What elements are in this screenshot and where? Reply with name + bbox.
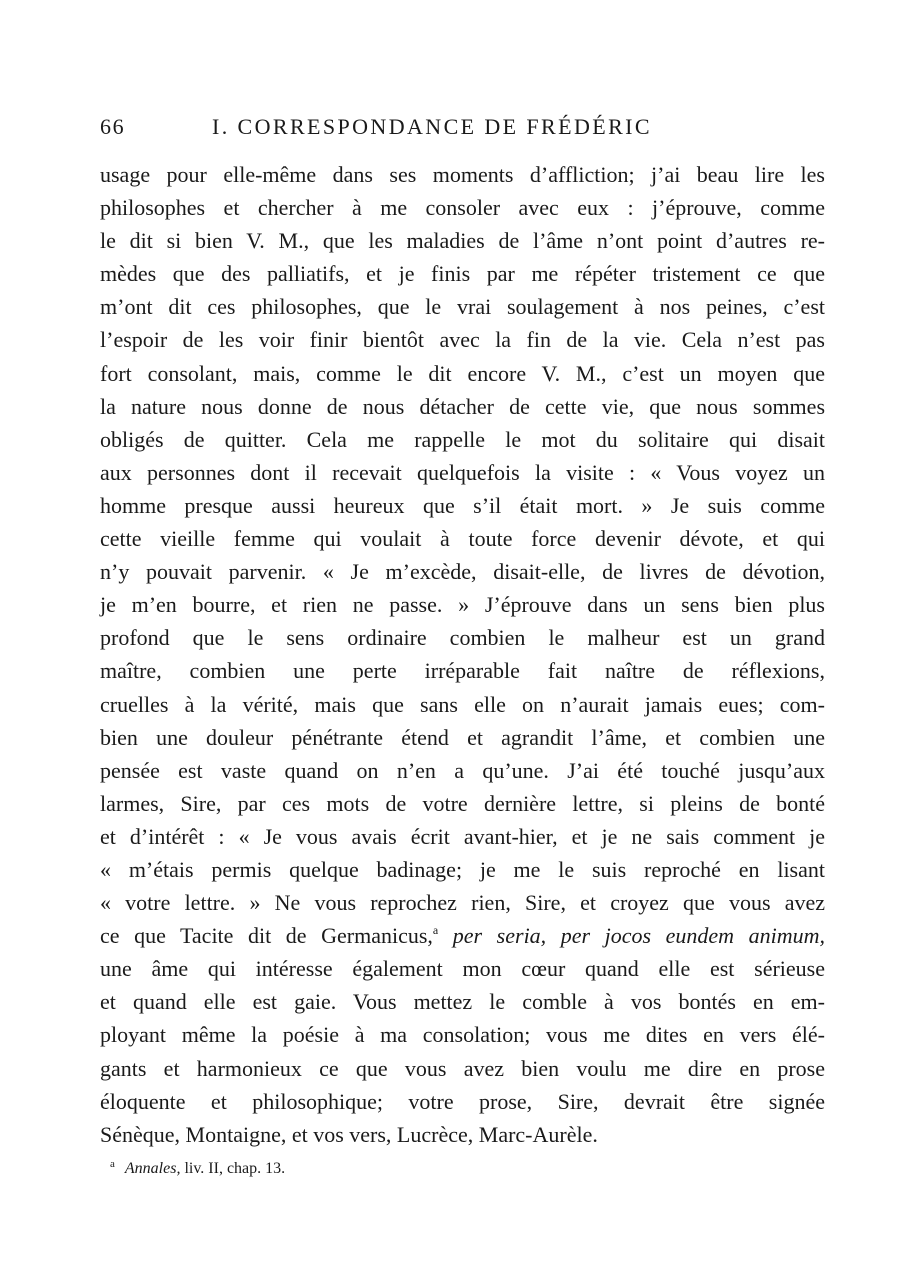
text-line: gants et harmonieux ce que vous avez bien voulu me dire en prose (100, 1055, 825, 1081)
text-line: le dit si bien V. M., que les maladies de l’âme n’ont point d’autres re- (100, 228, 825, 254)
text-line: usage pour elle-même dans ses moments d’affliction; j’ai beau lire les (100, 162, 825, 187)
latin-quote: per seria, per jocos eundem animum, (452, 923, 825, 949)
text-line: éloquente et philosophique; votre prose, Sire, devrait être signée (100, 1088, 825, 1114)
text-line: n’y pouvait parvenir. « Je m’excède, disait-elle, de livres de dévotion, (100, 559, 825, 585)
text-line: ployant même la poésie à ma consolation; vous me dites en vers élé- (100, 1022, 825, 1048)
text-line: aux personnes dont il recevait quelquefois la visite : « Vous voyez un (100, 459, 825, 485)
text-line: cette vieille femme qui voulait à toute force devenir dévote, et qui (100, 526, 825, 552)
text-line: fort consolant, mais, comme le dit encore V. M., c’est un moyen que (100, 360, 825, 386)
footnote-reference: liv. II, chap. 13. (180, 1160, 286, 1177)
text-line: la nature nous donne de nous détacher de cette vie, que nous sommes (100, 393, 825, 419)
text-line: homme presque aussi heureux que s’il était mort. » Je suis comme (100, 492, 825, 518)
running-title: I. CORRESPONDANCE DE FRÉDÉRIC (212, 114, 652, 139)
footnote-marker: a (432, 923, 439, 938)
footnote-source: Annales, (124, 1160, 181, 1177)
footnote (110, 1158, 285, 1178)
text-line: larmes, Sire, par ces mots de votre dernière lettre, si pleins de bonté (100, 790, 825, 816)
text-line: bien une douleur pénétrante étend et agrandit l’âme, et combien une (100, 724, 825, 750)
text-line-last: Sénèque, Montaigne, et vos vers, Lucrèce, Marc-Aurèle. (100, 1121, 598, 1147)
text-line: je m’en bourre, et rien ne passe. » J’éprouve dans un sens bien plus (100, 592, 825, 618)
text-line: « votre lettre. » Ne vous reprochez rien, Sire, et croyez que vous avez (100, 890, 825, 916)
text-line: pensée est vaste quand on n’en a qu’une. J’ai été touché jusqu’aux (100, 757, 825, 783)
text-line: « m’étais permis quelque badinage; je me le suis reproché en lisant (100, 856, 825, 882)
running-head (100, 114, 820, 146)
text-line: une âme qui intéresse également mon cœur quand elle est sérieuse (100, 956, 825, 982)
text-line: maître, combien une perte irréparable fait naître de réflexions, (100, 658, 825, 684)
text-line: et d’intérêt : « Je vous avais écrit avant-hier, et je ne sais comment je (100, 823, 825, 849)
page-number: 66 (100, 114, 126, 139)
footnote-marker: a (110, 1158, 115, 1170)
text-line: mèdes que des palliatifs, et je finis par me répéter tristement ce que (100, 261, 825, 287)
text-segment: ce que Tacite dit de Germanicus, (100, 923, 433, 949)
text-line: et quand elle est gaie. Vous mettez le comble à vos bontés en em- (100, 989, 825, 1015)
text-line: profond que le sens ordinaire combien le malheur est un grand (100, 625, 825, 651)
text-line: l’espoir de les voir finir bientôt avec la fin de la vie. Cela n’est pas (100, 327, 825, 353)
text-line: cruelles à la vérité, mais que sans elle on n’aurait jamais eues; com- (100, 691, 825, 717)
text-line-with-quote (100, 919, 825, 952)
text-line: obligés de quitter. Cela me rappelle le mot du solitaire qui disait (100, 426, 825, 452)
text-line: m’ont dit ces philosophes, que le vrai soulagement à nos peines, c’est (100, 294, 825, 320)
text-line: philosophes et chercher à me consoler avec eux : j’éprouve, comme (100, 195, 825, 221)
body-paragraph (100, 158, 825, 1151)
